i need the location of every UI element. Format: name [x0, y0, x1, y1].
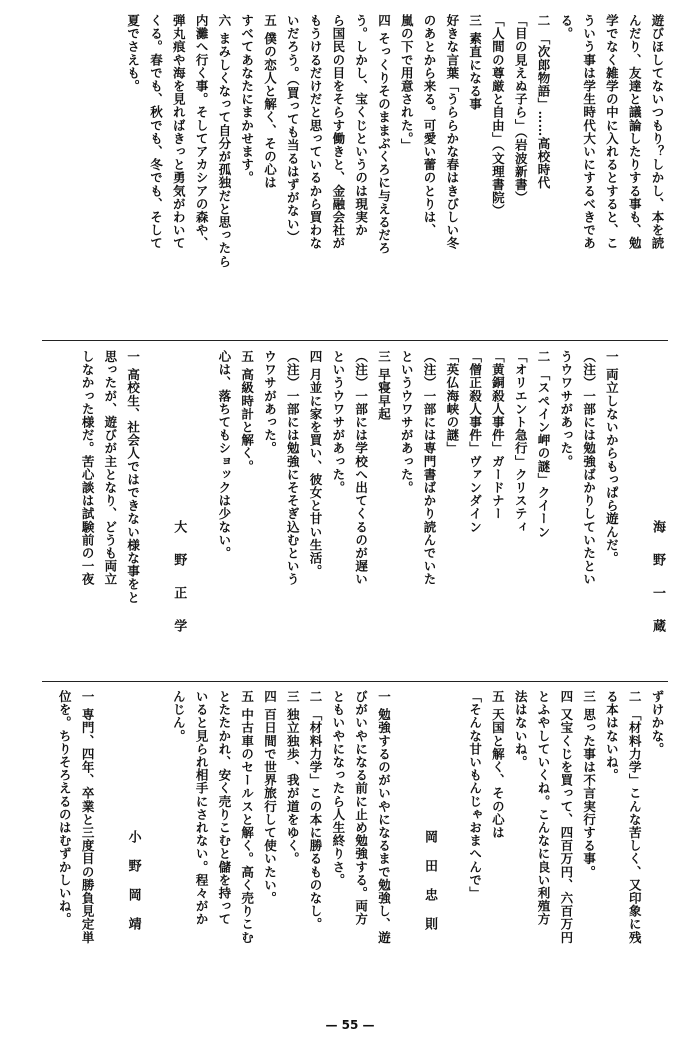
middle-section [42, 350, 668, 670]
text-column: ウワサがあった。 [262, 350, 278, 455]
divider-rule [42, 340, 668, 341]
text-column: う。しかし、宝くじというのは現実か [353, 14, 369, 237]
text-column: 内灘へ行く事。そしてアカシアの森や、 [194, 14, 210, 250]
text-column: 好きな言葉「うららかな春はきびしい冬 [444, 14, 460, 250]
text-column: ら国民の目をそらす働きと、金融会社が [330, 14, 346, 250]
page-number: — 55 — [325, 1018, 375, 1032]
top-section [42, 14, 668, 332]
text-column: んだり、友達と議論したりする事も、勉 [627, 14, 643, 250]
text-column: 「僧正殺人事件」ヴァンダイン [467, 350, 483, 534]
answer-3: 三 素直になる事 [467, 14, 483, 111]
answer-2: 二 「次郎物語」……高校時代 [536, 14, 552, 190]
text-column: 思ったが、遊びが主となり、どうも両立 [102, 350, 118, 586]
text-column: （注）一部には勉強ばかりしていたとい [581, 350, 597, 586]
text-column: 四 百日間で世界旅行して使いたい。 [262, 690, 278, 905]
text-column: 四 月並に家を買い、彼女と甘い生活。 [308, 350, 324, 578]
text-column: る。 [558, 14, 574, 41]
text-column: 「人間の尊厳と自由」（文理書院） [490, 14, 506, 218]
author-name: 小野岡靖 [125, 830, 141, 946]
text-column: （注）一部には学校へ出てくるのが遅い [353, 350, 369, 586]
text-column: しなかった様だ。苦心談は試験前の一夜 [80, 350, 96, 586]
text-column: 二 「材料力学」こんな苦しく、又印象に残 [627, 690, 643, 944]
text-column: とふやしていくね。こんなに良い利殖方 [536, 690, 552, 926]
text-column: すべてあなたにまかせます。 [239, 14, 255, 185]
text-column: ういう事は学生時代大いにするべきであ [581, 14, 597, 250]
text-column: 五 天国と解く、その心は [490, 690, 506, 840]
text-column: 遊びほしてないつもり？しかし、本を読 [650, 14, 665, 250]
text-column: （注）一部には専門書ばかり読んでいた [422, 350, 438, 586]
text-column: 三 思った事は不言実行する事。 [581, 690, 597, 879]
text-column: （注）一部には勉強にそそぎ込むという [285, 350, 301, 586]
text-column: 法はないね。 [513, 690, 529, 769]
divider-rule [42, 681, 668, 682]
text-column: のあとから来る。可愛い蕾のとりは、 [422, 14, 438, 237]
text-column: いだろう。（買っても当るはずがない） [285, 14, 301, 244]
text-column: 「目の見えぬ子ら」（岩波新書） [513, 14, 529, 205]
text-column: もうけるだけだと思っているから買わな [308, 14, 324, 250]
author-name: 大野正学 [171, 520, 187, 652]
text-column: 「オリエント急行」クリスティ [513, 350, 529, 534]
text-column: 夏でさえも。 [125, 14, 141, 93]
text-column: 三 独立独歩、我が道をゆく。 [285, 690, 301, 866]
answer-4: 四 そっくりそのままぶくろに与えるだろ [376, 14, 392, 255]
text-column: ともいやになったら人生終りさ。 [330, 690, 346, 887]
text-column: 心は、落ちてもショックは少ない。 [216, 350, 232, 560]
text-column: る本はないね。 [604, 690, 620, 782]
text-column: というウワサがあった。 [399, 350, 415, 495]
text-column: 「そんな甘いもんじゃおまへんで」 [467, 690, 483, 900]
text-column: 一 高校生、社会人ではできない様な事をと [125, 350, 141, 604]
text-column: 四 又宝くじを買って、四百万円、六百万円 [558, 690, 574, 944]
answer-6: 六 まみしくなって自分が孤独だと思ったら [216, 14, 232, 268]
text-column: とたたかれ、安く売りこむと儲を持って [216, 690, 232, 926]
text-column: 学でなく雑学の中に入れるとすると、こ [604, 14, 620, 250]
author-name: 海野一蔵 [650, 520, 665, 652]
text-column: 「英仏海峡の謎」 [444, 350, 460, 455]
text-column: 一 両立しないからもっぱら遊んだ。 [604, 350, 620, 565]
text-column: 二 「材料力学」この本に勝るものなし。 [308, 690, 324, 931]
text-column: んじん。 [171, 690, 187, 743]
author-name: 岡田忠則 [422, 830, 438, 946]
text-column: 三 早寝早起 [376, 350, 392, 421]
text-column: 五 高級時計と解く。 [239, 350, 255, 473]
text-column: びがいやになる前に止め勉強する。両方 [353, 690, 369, 926]
text-column: 弾丸痕や海を見ればきっと勇気がわいて [171, 14, 187, 250]
answer-5: 五 僕の恋人と解く、その心は [262, 14, 278, 190]
text-column: 一 勉強するのがいやになるまで勉強し、遊 [376, 690, 392, 944]
bottom-section [42, 690, 668, 1012]
text-column: いると見られ相手にされない。程々がか [194, 690, 210, 926]
text-column: 「黄銅殺人事件」ガードナー [490, 350, 506, 521]
text-column: ずけかな。 [650, 690, 665, 756]
text-column: 一 専門、四年、卒業と三度目の勝負見定単 [80, 690, 96, 944]
text-column: というウワサがあった。 [330, 350, 346, 495]
text-column: 二 「スペイン岬の謎」クイーン [536, 350, 552, 539]
text-column: うウワサがあった。 [558, 350, 574, 468]
text-column: くる。春でも、秋でも、冬でも、そして [148, 14, 164, 250]
text-column: 嵐の下で用意された。」 [399, 14, 415, 152]
text-column: 位を。ちりそろえるのはむずかしいね。 [57, 690, 73, 926]
text-column: 五 中古車のセールスと解く。高く売りこむ [239, 690, 255, 944]
